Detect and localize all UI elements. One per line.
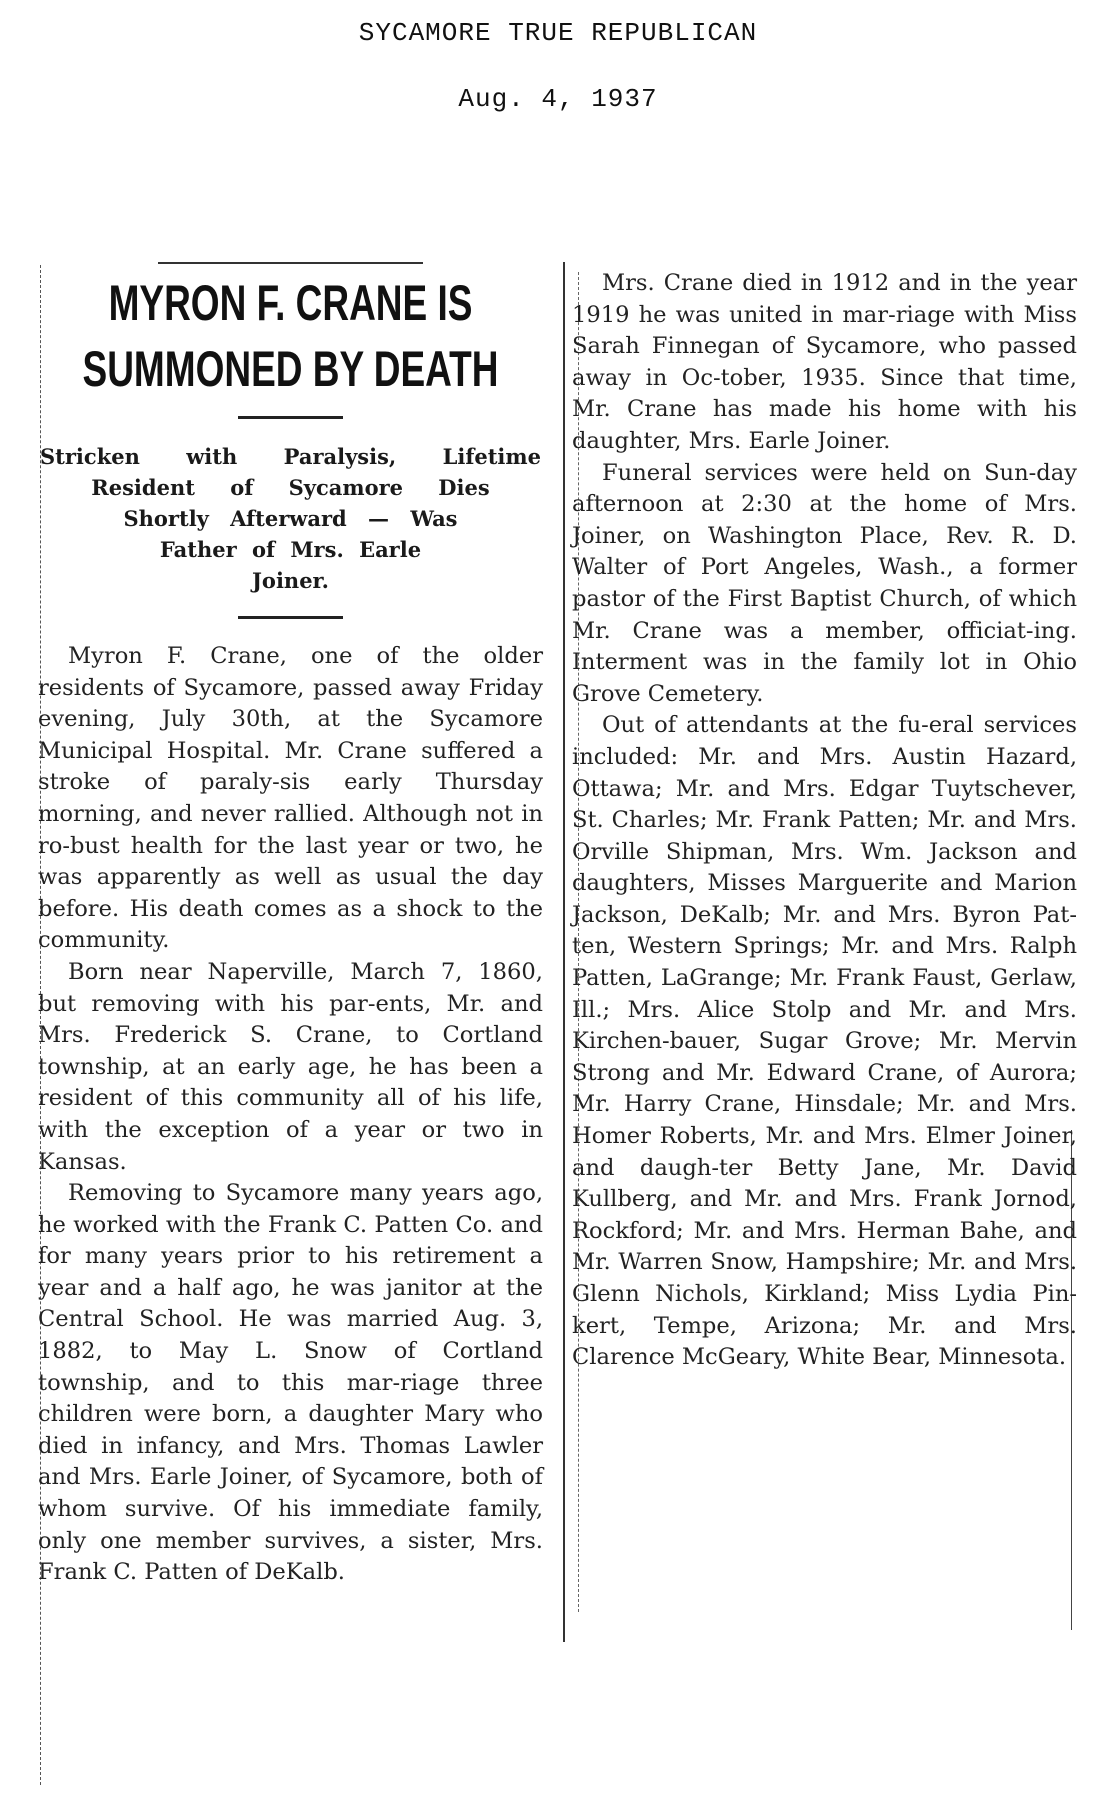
subheadline-divider [238, 616, 343, 619]
article-paragraph: Out of attendants at the fu-eral services included: Mr. and Mrs. Austin Hazard, Ottawa; Mr. and Mrs. Edgar Tuytschever, St. Charles; Mr. Frank Patten; Mr. and Mrs. Orville Shipman, Mrs. Wm. Jackson and daughters, Misses Marguerite and Marion Jackson, DeKalb; Mr. and Mrs. Byron Pat-ten, Western Springs; Mr. and Mrs. Ralph Patten, LaGrange; Mr. Frank Faust, Gerlaw, Ill.; Mrs. Alice Stolp and Mr. and Mrs. Kirchen-bauer, Sugar Grove; Mr. Mervin Strong and Mr. Edward Crane, of Aurora; Mr. Harry Crane, Hinsdale; Mr. and Mrs. Homer Roberts, Mr. and Mrs. Elmer Joiner, and daugh-ter Betty Jane, Mr. David Kullberg, and Mr. and Mrs. Frank Jornod, Rockford; Mr. and Mrs. Herman Bahe, and Mr. Warren Snow, Hampshire; Mr. and Mrs. Glenn Nichols, Kirkland; Miss Lydia Pin-kert, Tempe, Arizona; Mr. and Mrs. Clarence McGeary, White Bear, Minnesota. [572, 712, 1077, 1371]
headline [44, 270, 536, 402]
subheadline [38, 441, 543, 596]
subheadline-line: Shortly Afterward — Was [123, 506, 458, 531]
headline-divider [238, 416, 343, 419]
right-column [572, 268, 1077, 1374]
subheadline-line: Stricken with Paralysis, Lifetime [40, 444, 541, 469]
article-paragraph: Born near Naperville, March 7, 1860, but removing with his par-ents, Mr. and Mrs. Frederick S. Crane, to Cortland township, at an early age, he has been a resident of this community all of his life, with the exception of a year or two in Kansas. [38, 958, 543, 1175]
left-column [38, 262, 543, 1589]
publication-date: Aug. 4, 1937 [458, 84, 658, 114]
publication-name: SYCAMORE TRUE REPUBLICAN [358, 18, 758, 48]
article-paragraph: Myron F. Crane, one of the older residents of Sycamore, passed away Friday evening, July 30th, at the Sycamore Municipal Hospital. Mr. Crane suffered a stroke of paraly-sis early Thursday morning, and never rallied. Although not in ro-bust health for the last year or two, he was apparently as well as usual the day before. His death comes as a shock to the community. [38, 643, 543, 954]
article-paragraph: Funeral services were held on Sun-day afternoon at 2:30 at the home of Mrs. Joiner, on Washington Place, Rev. R. D. Walter of Port Angeles, Wash., a former pastor of the First Baptist Church, of which Mr. Crane was a member, officiat-ing. Interment was in the family lot in Ohio Grove Cemetery. [572, 459, 1077, 707]
article-paragraph: Mrs. Crane died in 1912 and in the year 1919 he was united in mar-riage with Miss Sarah Finnegan of Sycamore, who passed away in Oc-tober, 1935. Since that time, Mr. Crane has made his home with his daughter, Mrs. Earle Joiner. [572, 270, 1077, 454]
headline-line: SUMMONED BY DEATH [82, 341, 499, 397]
subheadline-line: Resident of Sycamore Dies [91, 475, 490, 500]
article-paragraph: Removing to Sycamore many years ago, he worked with the Frank C. Patten Co. and for many years prior to his retirement a year and a half ago, he was janitor at the Central School. He was married Aug. 3, 1882, to May L. Snow of Cortland township, and to this mar-riage three children were born, a daughter Mary who died in infancy, and Mrs. Thomas Lawler and Mrs. Earle Joiner, of Sycamore, both of whom survive. Of his immediate family, only one member survives, a sister, Mrs. Frank C. Patten of DeKalb. [38, 1180, 543, 1586]
subheadline-line: Joiner. [252, 568, 329, 593]
headline-line: MYRON F. CRANE IS [108, 275, 473, 331]
headline-top-rule [158, 262, 423, 264]
column-rule-middle [563, 262, 565, 1642]
subheadline-line: Father of Mrs. Earle [159, 537, 422, 562]
